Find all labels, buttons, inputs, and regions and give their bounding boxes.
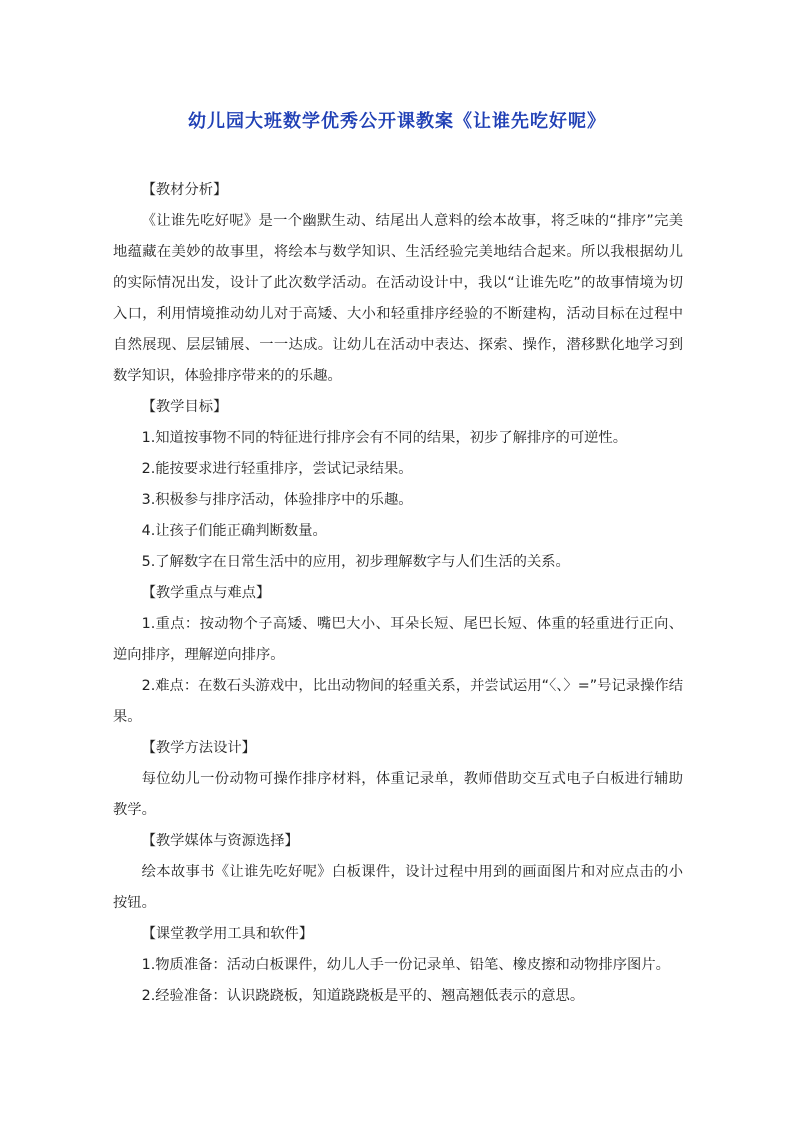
key-point-item: 2.难点：在数石头游戏中，比出动物间的轻重关系，并尝试运用“〈、〉=”号记录操作结果。	[113, 678, 683, 725]
section-paragraph: 《让谁先吃好呢》是一个幽默生动、结尾出人意料的绘本故事，将乏味的“排序”完美地蕴藏在美妙的故事里，将绘本与数学知识、生活经验完美地结合起来。所以我根据幼儿的实际情况出发，设计了此次数学活动。在活动设计中，我以“让谁先吃”的故事情境为切入口，利用情境推动幼儿对于高矮、大小和轻重排序经验的不断建构，活动目标在过程中自然展现、层层铺展、一一达成。让幼儿在活动中表达、探索、操作，潜移默化地学习到数学知识，体验排序带来的的乐趣。	[113, 213, 683, 384]
document-body	[113, 175, 683, 1012]
section-heading-media: 【教学媒体与资源选择】	[141, 833, 299, 849]
goal-item: 3.积极参与排序活动，体验排序中的乐趣。	[141, 492, 413, 508]
section-paragraph: 绘本故事书《让谁先吃好呢》白板课件，设计过程中用到的画面图片和对应点击的小按钮。	[113, 864, 683, 911]
goal-item: 2.能按要求进行轻重排序，尝试记录结果。	[141, 461, 413, 477]
key-point-item: 1.重点：按动物个子高矮、嘴巴大小、耳朵长短、尾巴长短、体重的轻重进行正向、逆向排序，理解逆向排序。	[113, 616, 683, 663]
tool-item: 2.经验准备：认识跷跷板，知道跷跷板是平的、翘高翘低表示的意思。	[141, 988, 585, 1004]
document-title: 幼儿园大班数学优秀公开课教案《让谁先吃好呢》	[188, 111, 606, 132]
goal-item: 1.知道按事物不同的特征进行排序会有不同的结果，初步了解排序的可逆性。	[141, 430, 628, 446]
section-heading-methods: 【教学方法设计】	[141, 740, 256, 756]
goal-item: 5.了解数字在日常生活中的应用，初步理解数字与人们生活的关系。	[141, 554, 570, 570]
goal-item: 4.让孩子们能正确判断数量。	[141, 523, 327, 539]
section-heading-analysis: 【教材分析】	[141, 182, 228, 198]
section-heading-key-points: 【教学重点与难点】	[141, 585, 271, 601]
section-heading-goals: 【教学目标】	[141, 399, 228, 415]
section-heading-tools: 【课堂教学用工具和软件】	[141, 926, 314, 942]
tool-item: 1.物质准备：活动白板课件，幼儿人手一份记录单、铅笔、橡皮擦和动物排序图片。	[141, 957, 670, 973]
section-paragraph: 每位幼儿一份动物可操作排序材料，体重记录单，教师借助交互式电子白板进行辅助教学。	[113, 771, 683, 818]
